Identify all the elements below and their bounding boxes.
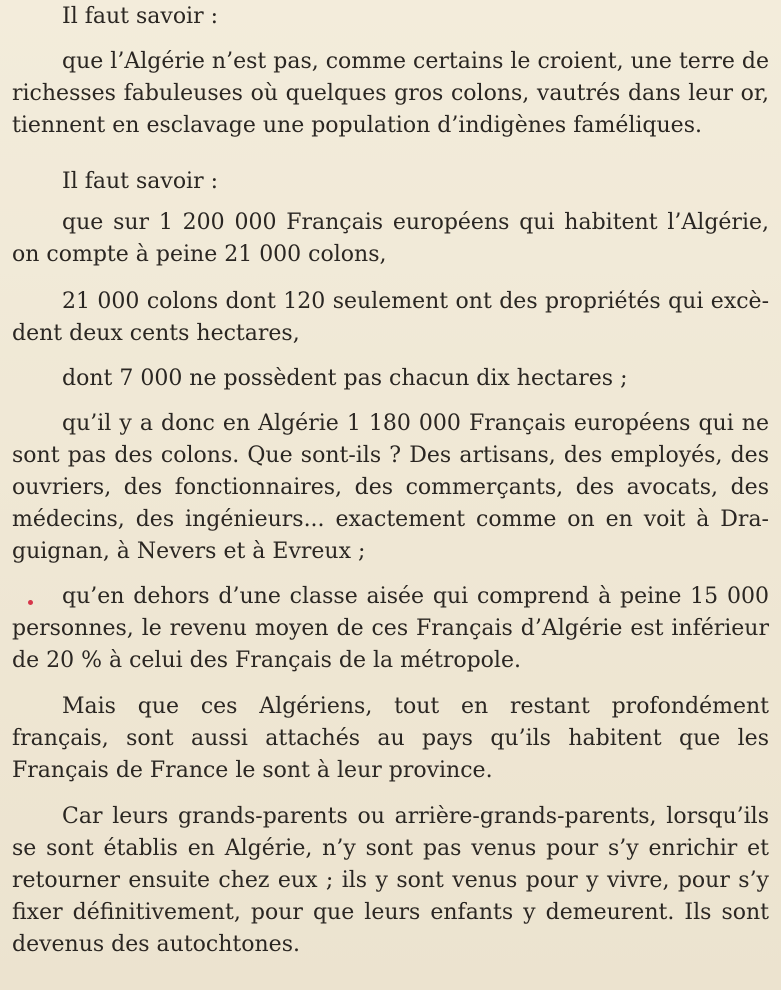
red-ink-dot (28, 600, 33, 605)
paragraph-5: 21 000 colons dont 120 seulement ont des propriétés qui excè-dent deux cents hectares, (12, 289, 769, 346)
paragraph-10: Car leurs grands-parents ou arrière-grands-parents, lorsqu’ils se sont établis en Algérie, n’y sont pas venus pour s’y enrichir et retourner ensuite chez eux ; ils y sont venus pour y vivre, pour s’y fixer définitivement, pour que leurs enfants y demeurent. Ils sont devenus des autochtones. (12, 804, 769, 957)
paragraph-4: que sur 1 200 000 Français européens qui habitent l’Algérie, on compte à peine 21 000 colons, (12, 210, 769, 267)
paragraph-8: qu’en dehors d’une classe aisée qui comprend à peine 15 000 personnes, le revenu moyen de ces Français d’Algérie est inférieur de 20 % à celui des Français de la métropole. (12, 584, 769, 673)
paragraph-3: Il faut savoir : (62, 169, 219, 194)
paragraph-6: dont 7 000 ne possèdent pas chacun dix hectares ; (62, 366, 628, 391)
paragraph-9: Mais que ces Algériens, tout en restant profondément français, sont aussi attachés au pays qu’ils habitent que les Français de France le sont à leur province. (12, 694, 769, 783)
paragraph-2: que l’Algérie n’est pas, comme certains le croient, une terre de richesses fabuleuses où quelques gros colons, vautrés dans leur or, tiennent en esclavage une population d’indigènes faméliques. (12, 49, 769, 138)
paragraph-7: qu’il y a donc en Algérie 1 180 000 Français européens qui ne sont pas des colons. Que sont-ils ? Des artisans, des employés, des ouvriers, des fonctionnaires, des commerçants, des avocats, des médecins, des ingénieurs... exactement comme on en voit à Dra-guignan, à Nevers et à Evreux ; (12, 411, 769, 564)
paragraph-1: Il faut savoir : (62, 4, 219, 29)
